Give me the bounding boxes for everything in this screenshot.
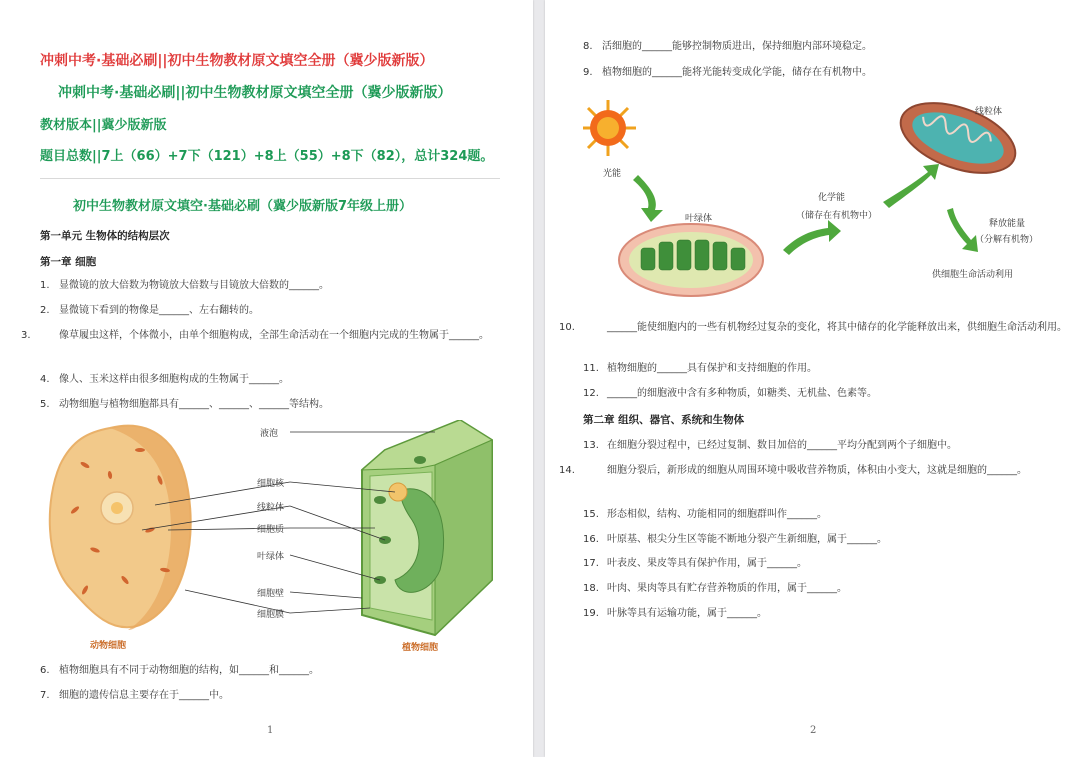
question-12: 12. ______的细胞液中含有多种物质，如糖类、无机盐、色素等。 (583, 388, 877, 399)
label-mitochondria: 线粒体 (257, 503, 285, 513)
question-15: 15. 形态相似，结构、功能相同的细胞群叫作______。 (583, 509, 827, 520)
question-14: 14. 细胞分裂后，新形成的细胞从周围环境中吸收营养物质，体积由小变大，这就是细胞的______。 (559, 465, 1027, 476)
question-17: 17. 叶表皮、果皮等具有保护作用，属于______。 (583, 558, 807, 569)
label-release-energy: 释放能量 (989, 219, 1026, 229)
unit-heading: 第一单元 生物体的结构层次 (40, 230, 170, 242)
animal-cell-illustration (50, 426, 191, 630)
question-19: 19. 叶脉等具有运输功能，属于______。 (583, 608, 767, 619)
cell-diagram (40, 420, 510, 660)
question-9: 9. 植物细胞的______能将光能转变成化学能，储存在有机物中。 (583, 67, 872, 78)
question-7: 7. 细胞的遗传信息主要存在于______中。 (40, 690, 229, 701)
sun-illustration (583, 100, 636, 156)
label-decompose: （分解有机物） (975, 235, 1039, 245)
mitochondria-illustration (891, 90, 1024, 187)
label-light-energy: 光能 (603, 169, 622, 179)
question-2: 2. 显微镜下看到的物像是______、左右翻转的。 (40, 305, 259, 316)
question-1: 1. 显微镜的放大倍数为物镜放大倍数与目镜放大倍数的______。 (40, 280, 329, 291)
label-nucleus: 细胞核 (257, 479, 285, 489)
green-title: 冲刺中考·基础必刷||初中生物教材原文填空全册（冀少版新版） (58, 85, 452, 101)
label-chloroplast-diagram: 叶绿体 (685, 214, 713, 224)
label-vacuole: 液泡 (260, 429, 279, 439)
question-13: 13. 在细胞分裂过程中，已经过复制、数目加倍的______平均分配到两个子细胞中。 (583, 440, 957, 451)
page-number: 1 (267, 725, 274, 736)
question-16: 16. 叶原基、根尖分生区等能不断地分裂产生新细胞，属于______。 (583, 534, 887, 545)
question-3: 3. 像草履虫这样，个体微小，由单个细胞构成，全部生命活动在一个细胞内完成的生物属于______。 (21, 330, 489, 341)
question-4: 4. 像人、玉米这样由很多细胞构成的生物属于______。 (40, 374, 289, 385)
label-stored-organic: （储存在有机物中） (796, 211, 878, 221)
animal-cell-caption: 动物细胞 (90, 641, 127, 651)
label-cytoplasm: 细胞质 (257, 525, 285, 535)
section-title: 初中生物教材原文填空·基础必刷（冀少版新版7年级上册） (73, 199, 412, 214)
label-supply-cell: 供细胞生命活动利用 (932, 270, 1014, 280)
label-chloroplast: 叶绿体 (257, 552, 285, 562)
question-5: 5. 动物细胞与植物细胞都具有______、______、______等结构。 (40, 399, 329, 410)
document-page-2 (545, 0, 1080, 757)
chapter-2-heading: 第二章 组织、器官、系统和生物体 (583, 414, 745, 426)
page-number: 2 (810, 725, 817, 736)
question-11: 11. 植物细胞的______具有保护和支持细胞的作用。 (583, 363, 817, 374)
label-cell-membrane: 细胞膜 (257, 610, 285, 620)
label-mitochondria-diagram: 线粒体 (975, 107, 1003, 117)
chloroplast-illustration (619, 224, 763, 296)
plant-cell-caption: 植物细胞 (402, 643, 439, 653)
question-10: 10. ______能使细胞内的一些有机物经过复杂的变化，将其中储存的化学能释放出来，供细胞生命活动利用。 (559, 322, 1067, 333)
document-page-1 (0, 0, 533, 757)
question-8: 8. 活细胞的______能够控制物质进出，保持细胞内部环境稳定。 (583, 41, 872, 52)
edition-line: 教材版本||冀少版新版 (40, 118, 167, 133)
question-18: 18. 叶肉、果肉等具有贮存营养物质的作用，属于______。 (583, 583, 847, 594)
divider (40, 178, 500, 179)
red-title: 冲刺中考·基础必刷||初中生物教材原文填空全册（冀少版新版） (40, 53, 434, 69)
question-6: 6. 植物细胞具有不同于动物细胞的结构，如______和______。 (40, 665, 319, 676)
label-chemical-energy: 化学能 (818, 193, 846, 203)
chapter-heading: 第一章 细胞 (40, 256, 97, 268)
total-line: 题目总数||7上（66）+7下（121）+8上（55）+8下（82），总计324题。 (40, 149, 494, 164)
label-cell-wall: 细胞壁 (257, 589, 285, 599)
plant-cell-illustration (362, 420, 492, 635)
